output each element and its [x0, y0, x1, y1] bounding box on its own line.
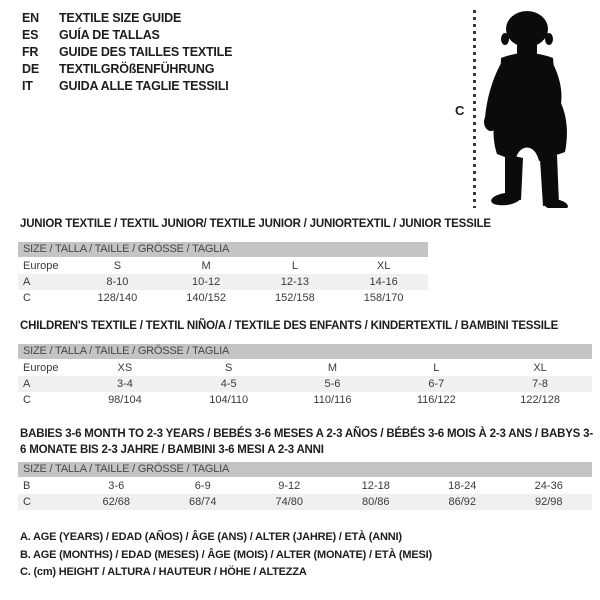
section-title-children: CHILDREN'S TEXTILE / TEXTIL NIÑO/A / TEXTILE DES ENFANTS / KINDERTEXTIL / BAMBINI TESSILE	[20, 320, 559, 332]
section-title-babies: BABIES 3-6 MONTH TO 2-3 YEARS / BEBÉS 3-6 MESES A 2-3 AÑOS / BÉBÉS 3-6 MOIS À 2-3 ANS / BABYS 3-6 MONATE BIS 2-3 JAHRE / BAMBINI 3-6 MESI A 2-3 ANNI	[20, 428, 593, 456]
age-cell: 18-24	[448, 480, 477, 492]
language-code: ES	[22, 28, 39, 42]
table-row	[18, 478, 592, 494]
note-age-years: A. AGE (YEARS) / EDAD (AÑOS) / ÂGE (ANS) / ALTER (JAHRE) / ETÀ (ANNI)	[20, 531, 402, 543]
row-label: B	[23, 480, 31, 492]
language-label: GUÍA DE TALLAS	[59, 28, 160, 42]
note-age-months: B. AGE (MONTHS) / EDAD (MESES) / ÂGE (MOIS) / ALTER (MONATE) / ETÀ (MESI)	[20, 548, 432, 561]
table-row	[18, 494, 592, 510]
height-cell: 122/128	[520, 394, 560, 406]
language-row-fr	[22, 44, 232, 61]
size-cell: L	[291, 260, 298, 272]
age-cell: 3-4	[116, 378, 133, 390]
size-cell: S	[225, 362, 233, 374]
size-cell: M	[201, 260, 211, 272]
toddler-silhouette-icon	[478, 8, 573, 208]
language-label: GUIDE DES TAILLES TEXTILE	[59, 45, 233, 59]
language-list	[22, 10, 232, 95]
height-cell: 92/98	[534, 496, 563, 508]
table-row	[18, 392, 592, 408]
age-cell: 7-8	[532, 378, 549, 390]
row-label: Europe	[23, 260, 59, 272]
row-label: C	[23, 394, 31, 406]
height-cell: 158/170	[363, 292, 404, 304]
height-cell: 116/122	[416, 394, 456, 406]
table-row	[18, 290, 428, 306]
language-row-en	[22, 10, 232, 27]
language-label: TEXTILGRÖßENFÜHRUNG	[59, 62, 215, 76]
height-cell: 62/68	[102, 496, 131, 508]
height-measure-dotted-line	[473, 10, 476, 208]
size-cell: XS	[117, 362, 133, 374]
size-header-bar: SIZE / TALLA / TAILLE / GRÖSSE / TAGLIA	[18, 242, 428, 257]
size-header-bar: SIZE / TALLA / TAILLE / GRÖSSE / TAGLIA	[18, 462, 592, 477]
language-label: TEXTILE SIZE GUIDE	[59, 11, 182, 25]
age-cell: 3-6	[108, 480, 125, 492]
language-label: GUIDA ALLE TAGLIE TESSILI	[59, 79, 229, 93]
height-measure-label: C	[455, 103, 465, 118]
age-cell: 12-18	[361, 480, 390, 492]
age-cell: 8-10	[106, 276, 129, 288]
row-label: Europe	[23, 362, 59, 374]
size-cell: XL	[376, 260, 391, 272]
size-cell: S	[113, 260, 122, 272]
table-row	[18, 360, 592, 376]
height-cell: 128/140	[97, 292, 138, 304]
height-cell: 110/116	[313, 394, 352, 406]
height-cell: 140/152	[186, 292, 226, 304]
age-cell: 6-9	[194, 480, 211, 492]
height-cell: 68/74	[188, 496, 217, 508]
table-row	[18, 274, 428, 290]
age-cell: 24-36	[534, 480, 563, 492]
age-cell: 9-12	[278, 480, 301, 492]
row-label: C	[23, 496, 31, 508]
section-title-junior: JUNIOR TEXTILE / TEXTIL JUNIOR/ TEXTILE JUNIOR / JUNIORTEXTIL / JUNIOR TESSILE	[20, 218, 491, 230]
height-cell: 152/158	[274, 292, 315, 304]
row-label: A	[23, 276, 31, 288]
size-header-bar: SIZE / TALLA / TAILLE / GRÖSSE / TAGLIA	[18, 344, 592, 359]
age-cell: 5-6	[324, 378, 341, 390]
age-cell: 4-5	[220, 378, 237, 390]
note-height-cm: C. (cm) HEIGHT / ALTURA / HAUTEUR / HÖHE / ALTEZZA	[20, 566, 307, 578]
language-code: FR	[22, 45, 39, 59]
language-code: DE	[22, 62, 39, 76]
table-row	[18, 258, 428, 274]
row-label: C	[23, 292, 31, 304]
height-cell: 104/110	[209, 394, 249, 406]
legend-notes	[20, 529, 432, 582]
table-row	[18, 376, 592, 392]
size-cell: L	[433, 362, 440, 374]
height-cell: 98/104	[108, 394, 142, 406]
age-cell: 10-12	[192, 276, 221, 288]
language-row-es	[22, 27, 232, 44]
language-code: IT	[22, 79, 33, 93]
age-cell: 6-7	[428, 378, 445, 390]
size-cell: M	[327, 362, 338, 374]
height-cell: 74/80	[275, 496, 304, 508]
language-row-it	[22, 78, 232, 95]
language-row-de	[22, 61, 232, 78]
age-cell: 14-16	[369, 276, 398, 288]
height-cell: 86/92	[448, 496, 477, 508]
height-cell: 80/86	[361, 496, 390, 508]
age-cell: 12-13	[280, 276, 309, 288]
size-cell: XL	[533, 362, 547, 374]
row-label: A	[23, 378, 31, 390]
language-code: EN	[22, 11, 39, 25]
